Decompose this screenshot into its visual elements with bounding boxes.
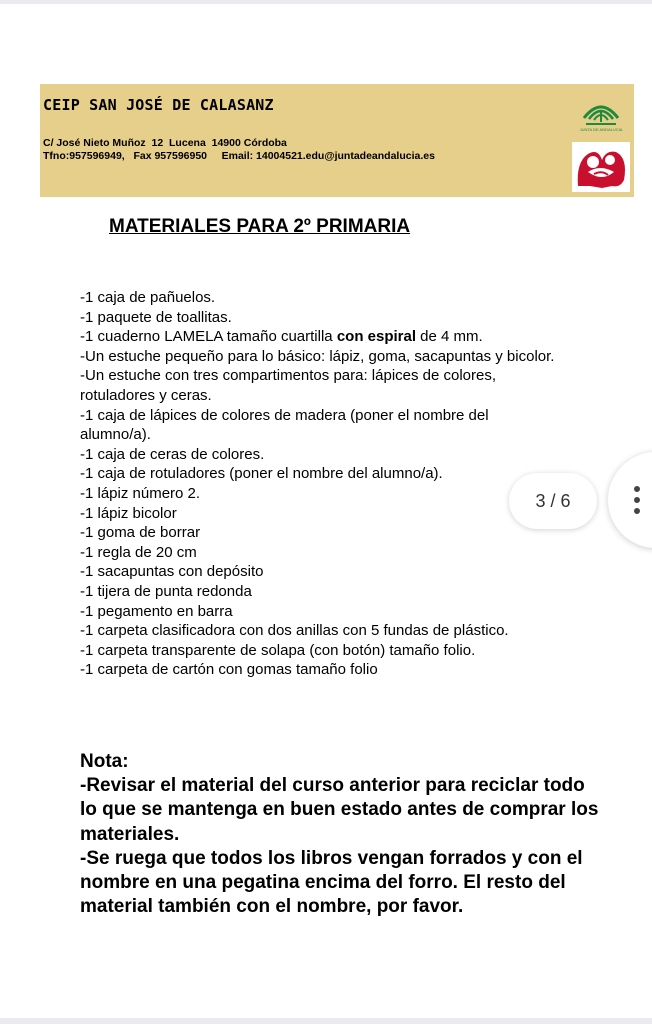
material-item: -1 lápiz número 2. xyxy=(80,484,201,502)
note-item: -Revisar el material del curso anterior para reciclar todo lo que se mantenga en buen estado antes de comprar los materiales. xyxy=(80,775,599,845)
material-item: -1 carpeta de cartón con gomas tamaño folio xyxy=(80,661,378,679)
material-item: -1 carpeta clasificadora con dos anillas con 5 fundas de plástico. xyxy=(80,622,509,640)
junta-logo-text: JUNTA DE ANDALUCIA xyxy=(579,127,623,132)
notes-section xyxy=(80,750,600,919)
material-item: -1 regla de 20 cm xyxy=(80,543,197,561)
material-item: -1 paquete de toallitas. xyxy=(80,308,232,326)
material-item: -1 sacapuntas con depósito xyxy=(80,563,264,581)
materials-list xyxy=(80,288,560,680)
material-item: -1 lápiz bicolor xyxy=(80,504,177,522)
material-item: -1 goma de borrar xyxy=(80,524,201,542)
material-item: -1 cuaderno LAMELA tamaño cuartilla con espiral de 4 mm. xyxy=(80,328,483,346)
more-vert-icon xyxy=(634,486,640,516)
school-address: C/ José Nieto Muñoz 12 Lucena 14900 Córdoba xyxy=(43,137,287,149)
material-item: -1 caja de ceras de colores. xyxy=(80,445,265,463)
material-item: -1 tijera de punta redonda xyxy=(80,582,252,600)
school-contact: Tfno:957596949, Fax 957596950 Email: 14004521.edu@juntadeandalucia.es xyxy=(43,150,435,162)
page-indicator: 3 / 6 xyxy=(509,473,597,529)
material-item: -1 pegamento en barra xyxy=(80,602,233,620)
junta-andalucia-logo xyxy=(578,98,624,134)
material-item: -1 caja de lápices de colores de madera (poner el nombre del alumno/a). xyxy=(80,406,489,444)
document-title: MATERIALES PARA 2º PRIMARIA xyxy=(109,216,411,237)
material-item: -1 caja de rotuladores (poner el nombre del alumno/a). xyxy=(80,465,443,483)
note-item: -Se ruega que todos los libros vengan forrados y con el nombre en una pegatina encima del forro. El resto del material también con el nombre, por favor. xyxy=(80,847,583,918)
school-name: CEIP SAN JOSÉ DE CALASANZ xyxy=(43,96,274,114)
material-item: -Un estuche con tres compartimentos para: lápices de colores, rotuladores y ceras. xyxy=(80,367,497,404)
material-item: -1 carpeta transparente de solapa (con botón) tamaño folio. xyxy=(80,641,476,659)
notes-heading: Nota: xyxy=(80,751,129,772)
material-item: -Un estuche pequeño para lo básico: lápiz, goma, sacapuntas y bicolor. xyxy=(80,347,555,365)
school-logo xyxy=(572,142,630,192)
material-item: -1 caja de pañuelos. xyxy=(80,289,216,306)
